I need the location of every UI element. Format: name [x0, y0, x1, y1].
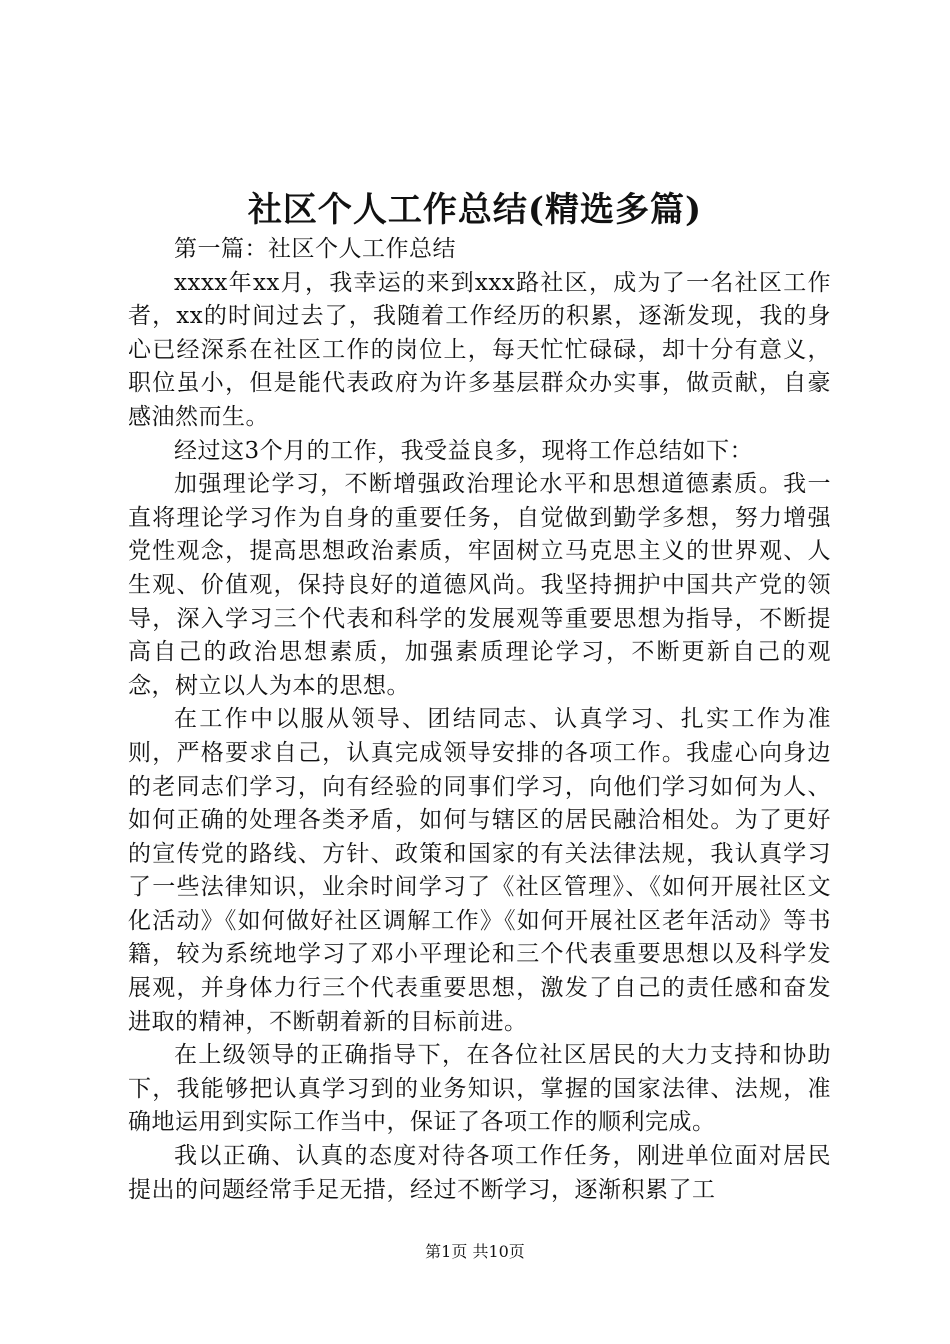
paragraph: 经过这3个月的工作，我受益良多，现将工作总结如下：: [174, 437, 754, 464]
paragraph: 我以正确、认真的态度对待各项工作任务，刚进单位面对居民提出的问题经常手足无措，经过不断学习，逐渐积累了工: [128, 1143, 831, 1203]
document-title: 社区个人工作总结(精选多篇): [247, 190, 703, 230]
document-body: [128, 233, 831, 1207]
section-heading: 第一篇：社区个人工作总结: [174, 236, 456, 262]
paragraph: xxxx年xx月，我幸运的来到xxx路社区，成为了一名社区工作者，xx的时间过去了，我随着工作经历的积累，逐渐发现，我的身心已经深系在社区工作的岗位上，每天忙忙碌碌，却十分有意义，职位虽小，但是能代表政府为许多基层群众办实事，做贡献，自豪感油然而生。: [128, 269, 831, 430]
paragraph: 加强理论学习，不断增强政治理论水平和思想道德素质。我一直将理论学习作为自身的重要任务，自觉做到勤学多想，努力增强党性观念，提高思想政治素质，牢固树立马克思主义的世界观、人生观、价值观，保持良好的道德风尚。我坚持拥护中国共产党的领导，深入学习三个代表和科学的发展观等重要思想为指导，不断提高自己的政治思想素质，加强素质理论学习，不断更新自己的观念，树立以人为本的思想。: [128, 471, 831, 699]
paragraph: 在工作中以服从领导、团结同志、认真学习、扎实工作为准则，严格要求自己，认真完成领导安排的各项工作。我虚心向身边的老同志们学习，向有经验的同事们学习，向他们学习如何为人、如何正确的处理各类矛盾，如何与辖区的居民融洽相处。为了更好的宣传党的路线、方针、政策和国家的有关法律法规，我认真学习了一些法律知识，业余时间学习了《社区管理》、《如何开展社区文化活动》《如何做好社区调解工作》《如何开展社区老年活动》等书籍，较为系统地学习了邓小平理论和三个代表重要思想以及科学发展观，并身体力行三个代表重要思想，激发了自己的责任感和奋发进取的精神，不断朝着新的目标前进。: [128, 706, 831, 1035]
paragraph: 在上级领导的正确指导下，在各位社区居民的大力支持和协助下，我能够把认真学习到的业务知识，掌握的国家法律、法规，准确地运用到实际工作当中，保证了各项工作的顺利完成。: [128, 1042, 831, 1136]
page-number: 第1页 共10页: [425, 1242, 525, 1261]
